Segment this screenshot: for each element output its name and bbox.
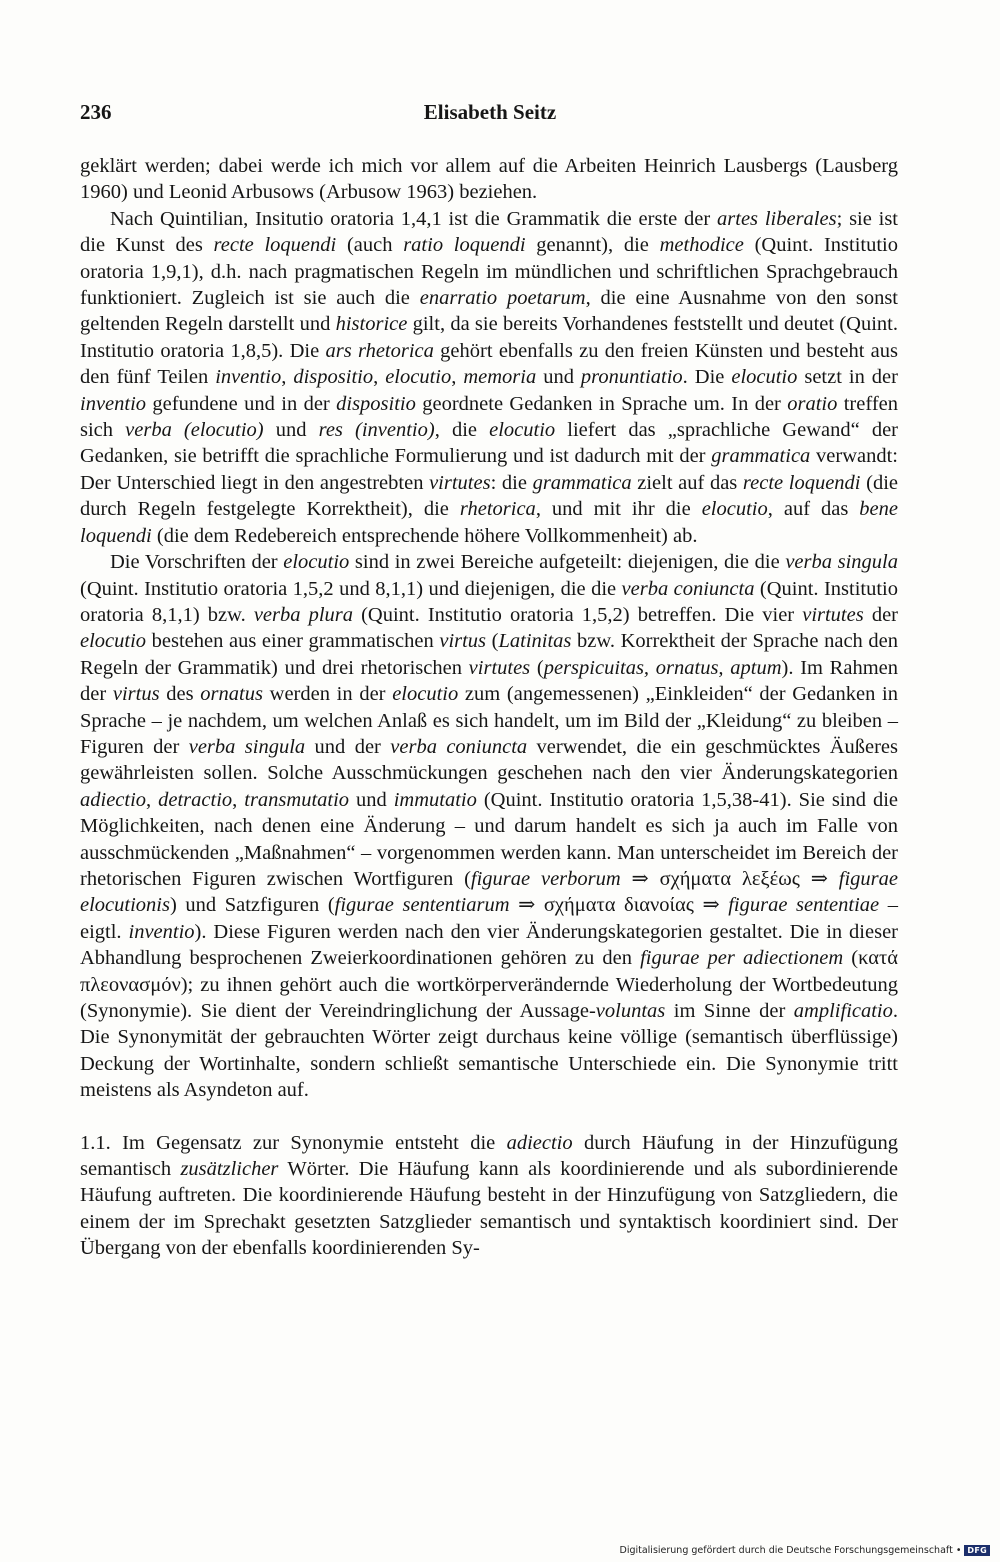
text-run: (die dem Redebereich entsprechende höhere Vollkommenheit) ab.	[151, 524, 698, 547]
dfg-logo-icon: DFG	[964, 1545, 990, 1556]
italic-term: methodice	[659, 234, 744, 257]
italic-term: verba coniuncta	[390, 735, 528, 758]
text-run: (Quint. Institutio oratoria 8,1,1) bzw.	[80, 577, 898, 626]
italic-term: verba singula	[188, 735, 306, 758]
italic-term: figurae sententiae	[728, 894, 880, 917]
text-run: (die durch Regeln festgelegte Korrektheit), die	[80, 471, 898, 521]
text-run: Die Vorschriften der	[110, 551, 284, 574]
italic-term: enarratio poetarum	[419, 287, 586, 310]
italic-term: ars rhetorica	[325, 339, 434, 362]
text-run: verwandt: Der Unterschied liegt in den angestrebten	[80, 445, 898, 494]
italic-term: voluntas	[595, 1000, 666, 1022]
italic-term: verba plura	[253, 603, 354, 626]
text-run: geordnete Gedanken in Sprache um. In der	[415, 392, 788, 415]
italic-term: res (inventio)	[318, 419, 435, 442]
text-run: bestehen aus einer grammatischen	[146, 630, 440, 653]
text-run: und	[349, 788, 394, 811]
text-run: ,	[232, 788, 245, 811]
text-run: , und mit ihr die	[535, 498, 702, 521]
text-run: im Sinne der	[665, 1000, 794, 1022]
text-run: genannt), die	[525, 234, 660, 257]
text-run: zum (angemessenen) „Einkleiden“ der Gedanken in Sprache – je nachdem, um welchen Anlaß es sich handelt, um im Bild der „Kleidung“ zu bleiben – Figuren der	[80, 683, 898, 758]
italic-term: virtus	[439, 630, 487, 653]
text-run: gehört ebenfalls zu den freien Künsten und besteht aus den fünf Teilen	[80, 339, 899, 389]
text-run: (κατά πλεονασμόν); zu ihnen gehört auch die wortkörperverändernde Wiederholung der Wortbedeutung (Synonymie). Sie dient der Vereindringlichung der Aussage-	[80, 947, 899, 1022]
italic-term: grammatica	[711, 445, 811, 468]
italic-term: elocutio	[80, 630, 147, 653]
text-run: zielt auf das	[631, 471, 743, 494]
italic-term: inventio	[80, 392, 147, 415]
italic-term: memoria	[463, 366, 537, 389]
text-run: . Die Synonymität der gebrauchten Wörter zeigt durchaus keine völlige (semantisch überflüssige) Deckung der Wortinhalte, sondern schließt semantische Unterschiede ein. Die Synonymie tritt meistens als Asyndeton auf.	[80, 1000, 898, 1102]
text-run: ; sie ist die Kunst des	[80, 207, 899, 257]
text-run: gilt, da sie bereits Vorhandenes feststellt und deutet (Quint. Institutio oratoria 1,8,5). Die	[80, 313, 899, 362]
text-run: (Quint. Institutio oratoria 1,5,38-41). Sie sind die Möglichkeiten, nach denen eine Änderung – und darum handelt es sich ja auch im Falle von ausschmückenden „Maßnahmen“ – vorgenommen werden kann. Man unterscheidet im Bereich der rhetorischen Figuren zwischen Wortfiguren (	[80, 788, 899, 890]
paragraph	[80, 206, 898, 549]
paragraph	[80, 153, 898, 206]
italic-term: zusätzlicher	[180, 1158, 279, 1181]
italic-term: elocutio	[392, 683, 459, 706]
running-head: Elisabeth Seitz	[423, 100, 557, 124]
text-run: ). Im Rahmen der	[80, 656, 899, 706]
text-run: (	[530, 656, 544, 679]
italic-term: elocutio	[731, 366, 798, 389]
italic-term: dispositio	[293, 366, 374, 389]
text-run: ,	[451, 366, 464, 389]
italic-term: Latinitas	[498, 630, 572, 653]
text-run: setzt in der	[797, 366, 898, 389]
text-run: . Die	[682, 366, 732, 389]
italic-term: adiectio	[80, 788, 147, 811]
text-run: der	[863, 603, 898, 626]
italic-term: artes liberales	[717, 207, 837, 230]
text-run: des	[159, 683, 201, 706]
italic-term: ornatus	[200, 683, 263, 706]
text-run: (Quint. Institutio oratoria 1,9,1), d.h. nach pragmatischen Regeln im mündlichen und schriftlichen Sprachgebrauch funktioniert. Zugleich ist sie auch die	[80, 234, 899, 310]
italic-term: figurae sententiarum	[334, 894, 510, 917]
text-run: (Quint. Institutio oratoria 1,5,2 und 8,1,1) und diejenigen, die die	[80, 577, 622, 600]
text-run: und	[263, 419, 319, 442]
italic-term: pronuntiatio	[580, 366, 683, 389]
text-run: treffen sich	[80, 392, 898, 442]
text-run: Wörter. Die Häufung kann als koordinierende und als subordinierende Häufung auftreten. Die koordinierende Häufung besteht in der Hinzufügung von Satzgliedern, die einem der im Sprechakt gesetzten Satzglieder semantisch und syntaktisch koordiniert sind. Der Übergang von der ebenfalls koordinierenden Sy-	[80, 1158, 898, 1260]
text-run: (Quint. Institutio oratoria 1,5,2) betreffen. Die vier	[353, 603, 803, 626]
text-run: : die	[490, 471, 533, 494]
text-run: ) und Satzfiguren (	[169, 894, 335, 917]
italic-term: perspicuitas, ornatus, aptum	[543, 656, 782, 679]
text-run: – eigtl.	[80, 894, 898, 943]
text-run: sind in zwei Bereiche aufgeteilt: diejenigen, die die	[349, 551, 786, 574]
italic-term: rhetorica	[459, 498, 536, 521]
italic-term: verba singula	[785, 551, 898, 574]
text-run: , die	[434, 419, 490, 442]
text-run: ⇒ σχήματα διανοίας ⇒	[509, 894, 729, 917]
page-number: 236	[80, 100, 112, 124]
italic-term: adiectio	[506, 1131, 573, 1154]
text-run: liefert das „sprachliche Gewand“ der Gedanken, sie betrifft die sprachliche Formulierung und ist dadurch mit der	[80, 419, 899, 468]
italic-term: recte loquendi	[742, 471, 861, 494]
text-run: ). Diese Figuren werden nach den vier Änderungskategorien gestaltet. Die in dieser Abhandlung besprochenen Zweierkoordinationen gehören zu den	[80, 920, 899, 970]
text-run: ,	[373, 366, 386, 389]
italic-term: transmutatio	[244, 788, 350, 811]
italic-term: verba (elocutio)	[125, 419, 264, 442]
text-run: werden in der	[262, 683, 393, 706]
italic-term: ratio loquendi	[403, 234, 526, 257]
text-run: bzw. Korrektheit der Sprache nach den Regeln der Grammatik) und drei rhetorischen	[80, 630, 898, 679]
italic-term: virtutes	[802, 603, 864, 626]
page-header	[80, 100, 900, 136]
italic-term: elocutio	[701, 498, 768, 521]
italic-term: inventio	[128, 920, 195, 943]
italic-term: amplificatio	[793, 1000, 893, 1022]
italic-term: inventio	[215, 366, 282, 389]
italic-term: virtus	[112, 683, 160, 706]
text-run: und der	[305, 735, 391, 758]
body-text	[80, 153, 898, 1262]
text-run: ,	[146, 788, 159, 811]
footer-text: Digitalisierung gefördert durch die Deutsche Forschungsgemeinschaft •	[619, 1544, 962, 1556]
digitization-footer	[620, 1542, 991, 1558]
text-run: geklärt werden; dabei werde ich mich vor allem auf die Arbeiten Heinrich Lausbergs (Lausberg 1960) und Leonid Arbusows (Arbusow 1963) beziehen.	[80, 155, 898, 204]
text-run: und	[536, 366, 581, 389]
italic-term: virtutes	[468, 656, 531, 679]
italic-term: detractio	[158, 788, 233, 811]
text-run: 1.1. Im Gegensatz zur Synonymie entsteht die	[80, 1131, 507, 1154]
italic-term: oratio	[787, 392, 838, 415]
italic-term: figurae per adiectionem	[640, 947, 844, 970]
text-run: gefundene und in der	[146, 392, 337, 415]
paragraph	[80, 1130, 898, 1262]
text-run: Nach Quintilian, Insitutio oratoria 1,4,1 ist die Grammatik die erste der	[110, 207, 718, 230]
italic-term: figurae elocutionis	[80, 867, 898, 917]
text-run: ⇒ σχήματα λεξέως ⇒	[620, 867, 839, 890]
text-run: , auf das	[767, 498, 860, 521]
italic-term: verba coniuncta	[621, 577, 755, 600]
text-run: (	[486, 630, 499, 653]
text-run: (auch	[336, 234, 404, 257]
italic-term: grammatica	[532, 471, 632, 494]
italic-term: virtutes	[429, 471, 491, 494]
italic-term: historice	[335, 313, 408, 336]
italic-term: recte loquendi	[213, 234, 337, 257]
text-run: durch Häufung in der Hinzufügung semantisch	[80, 1131, 898, 1181]
italic-term: elocutio	[283, 551, 350, 574]
italic-term: figurae verborum	[470, 867, 621, 890]
text-run: verwendet, die ein geschmücktes Äußeres gewährleisten sollen. Solche Ausschmückungen geschehen nach den vier Änderungskategorien	[80, 735, 898, 785]
italic-term: dispositio	[336, 392, 416, 415]
text-run: , die eine Ausnahme von den sonst geltenden Regeln darstellt und	[80, 287, 899, 336]
italic-term: bene loquendi	[80, 498, 898, 547]
paragraph	[80, 549, 898, 1104]
italic-term: immutatio	[393, 788, 477, 811]
italic-term: elocutio	[489, 419, 556, 442]
text-run: ,	[281, 366, 294, 389]
italic-term: elocutio	[385, 366, 452, 389]
